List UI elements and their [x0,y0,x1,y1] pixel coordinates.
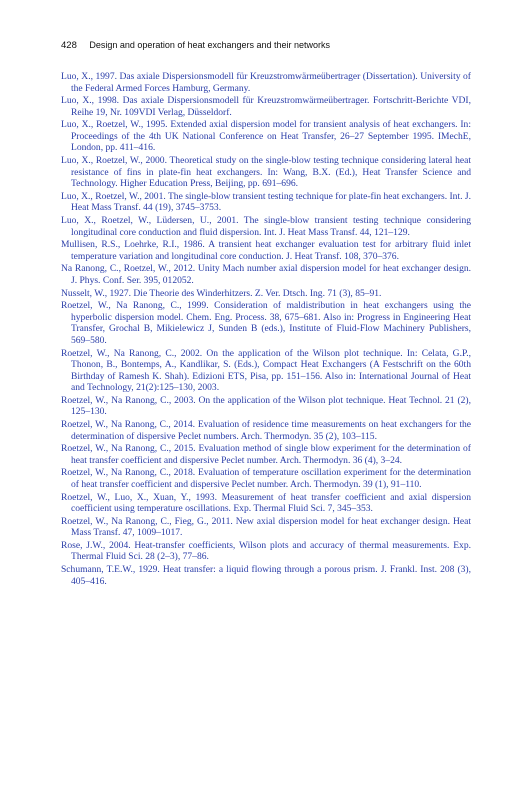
reference-link[interactable]: Luo, X., Roetzel, W., 2000. Theoretical study on the single-blow testing technique considering lateral heat resistance of fins in plate-fin heat exchangers. In: Wang, B.X. (Ed.), Heat Transfer Science and Technology. Higher Education Press, Beijing, pp. 691–696. [61,155,471,190]
reference-link[interactable]: Schumann, T.E.W., 1929. Heat transfer: a liquid flowing through a porous prism. J. Frankl. Inst. 208 (3), 405–416. [61,564,471,587]
reference-item[interactable] [61,263,471,286]
reference-item[interactable] [61,516,471,539]
reference-link[interactable]: Rose, J.W., 2004. Heat-transfer coefficients, Wilson plots and accuracy of thermal measurements. Exp. Thermal Fluid Sci. 28 (2–3), 77–86. [61,539,471,563]
reference-link[interactable]: Roetzel, W., Luo, X., Xuan, Y., 1993. Measurement of heat transfer coefficient and axial dispersion coefficient using temperature oscillations. Exp. Thermal Fluid Sci. 7, 345–353. [61,491,471,515]
reference-item[interactable] [61,95,471,118]
reference-link[interactable]: Roetzel, W., Na Ranong, C., 1999. Consideration of maldistribution in heat exchangers using the hyperbolic dispersion model. Chem. Eng. Process. 38, 675–681. Also in: Progress in Engineering Heat Transfer, Grochal B, Mikielewicz J, Sunden B (eds.), Institute of Fluid-Flow Machinery Publishers, 569–580. [61,300,471,346]
reference-item[interactable] [61,540,471,563]
reference-link[interactable]: Roetzel, W., Na Ranong, C., Fieg, G., 2011. New axial dispersion model for heat exchanger design. Heat Mass Transf. 47, 1009–1017. [61,515,471,539]
reference-item[interactable] [61,300,471,346]
page-number: 428 [61,40,77,51]
reference-list [61,71,471,588]
reference-link[interactable]: Roetzel, W., Na Ranong, C., 2015. Evaluation method of single blow experiment for the determination of heat transfer coefficient and dispersive Peclet number. Arch. Thermodyn. 36 (4), 3–24. [61,443,471,466]
running-title: Design and operation of heat exchangers and their networks [89,40,331,50]
reference-item[interactable] [61,71,471,94]
reference-item[interactable] [61,419,471,442]
reference-item[interactable] [61,155,471,190]
reference-link[interactable]: Roetzel, W., Na Ranong, C., 2014. Evaluation of residence time measurements on heat exchangers for the determination of dispersive Peclet numbers. Arch. Thermodyn. 35 (2), 103–115. [61,418,471,442]
reference-item[interactable] [61,191,471,214]
reference-link[interactable]: Roetzel, W., Na Ranong, C., 2003. On the application of the Wilson plot technique. Heat Technol. 21 (2), 125–130. [61,394,471,418]
reference-item[interactable] [61,119,471,154]
reference-item[interactable] [61,288,471,300]
reference-item[interactable] [61,395,471,418]
reference-item[interactable] [61,443,471,466]
reference-link[interactable]: Mullisen, R.S., Loehrke, R.I., 1986. A transient heat exchanger evaluation test for arbitrary fluid inlet temperature variation and longitudinal core conduction. J. Heat Transf. 108, 370–376. [61,239,471,262]
reference-item[interactable] [61,239,471,262]
reference-link[interactable]: Roetzel, W., Na Ranong, C., 2018. Evaluation of temperature oscillation experiment for the determination of heat transfer coefficient and dispersive Peclet number. Arch. Thermodyn. 39 (1), 91–110. [61,467,471,490]
reference-item[interactable] [61,492,471,515]
reference-item[interactable] [61,467,471,490]
reference-item[interactable] [61,348,471,394]
reference-link[interactable]: Luo, X., 1997. Das axiale Dispersionsmodell für Kreuzstromwärmeübertrager (Dissertation). University of the Federal Armed Forces Hamburg, Germany. [61,71,471,94]
reference-link[interactable]: Roetzel, W., Na Ranong, C., 2002. On the application of the Wilson plot technique. In: Celata, G.P., Thonon, B., Bontemps, A., Kandlikar, S. (Eds.), Compact Heat Exchangers (A Festschrift on the 60th Birthday of Ramesh K. Shah). Edizioni ETS, Pisa, pp. 151–156. Also in: International Journal of Heat and Technology, 21(2):125–130, 2003. [61,347,471,394]
reference-link[interactable]: Luo, X., 1998. Das axiale Dispersionsmodell für Kreuzstromwärmeübertrager. Fortschritt-Berichte VDI, Reihe 19, Nr. 109VDI Verlag, Düsseldorf. [61,95,471,118]
running-header [61,40,471,51]
reference-link[interactable]: Luo, X., Roetzel, W., 2001. The single-blow transient testing technique for plate-fin heat exchangers. Int. J. Heat Mass Transf. 44 (19), 3745–3753. [61,190,471,214]
reference-item[interactable] [61,215,471,238]
reference-link[interactable]: Na Ranong, C., Roetzel, W., 2012. Unity Mach number axial dispersion model for heat exchanger design. J. Phys. Conf. Ser. 395, 012052. [61,263,471,286]
reference-link[interactable]: Luo, X., Roetzel, W., Lüdersen, U., 2001. The single-blow transient testing technique considering longitudinal core conduction and fluid dispersion. Int. J. Heat Mass Transf. 44, 121–129. [61,215,471,238]
reference-link[interactable]: Nusselt, W., 1927. Die Theorie des Winderhitzers. Z. Ver. Dtsch. Ing. 71 (3), 85–91. [61,287,382,299]
reference-item[interactable] [61,564,471,587]
reference-link[interactable]: Luo, X., Roetzel, W., 1995. Extended axial dispersion model for transient analysis of heat exchangers. In: Proceedings of the 4th UK National Conference on Heat Transfer, 26–27 September 1995. IMechE, London, pp. 411–416. [61,119,471,154]
